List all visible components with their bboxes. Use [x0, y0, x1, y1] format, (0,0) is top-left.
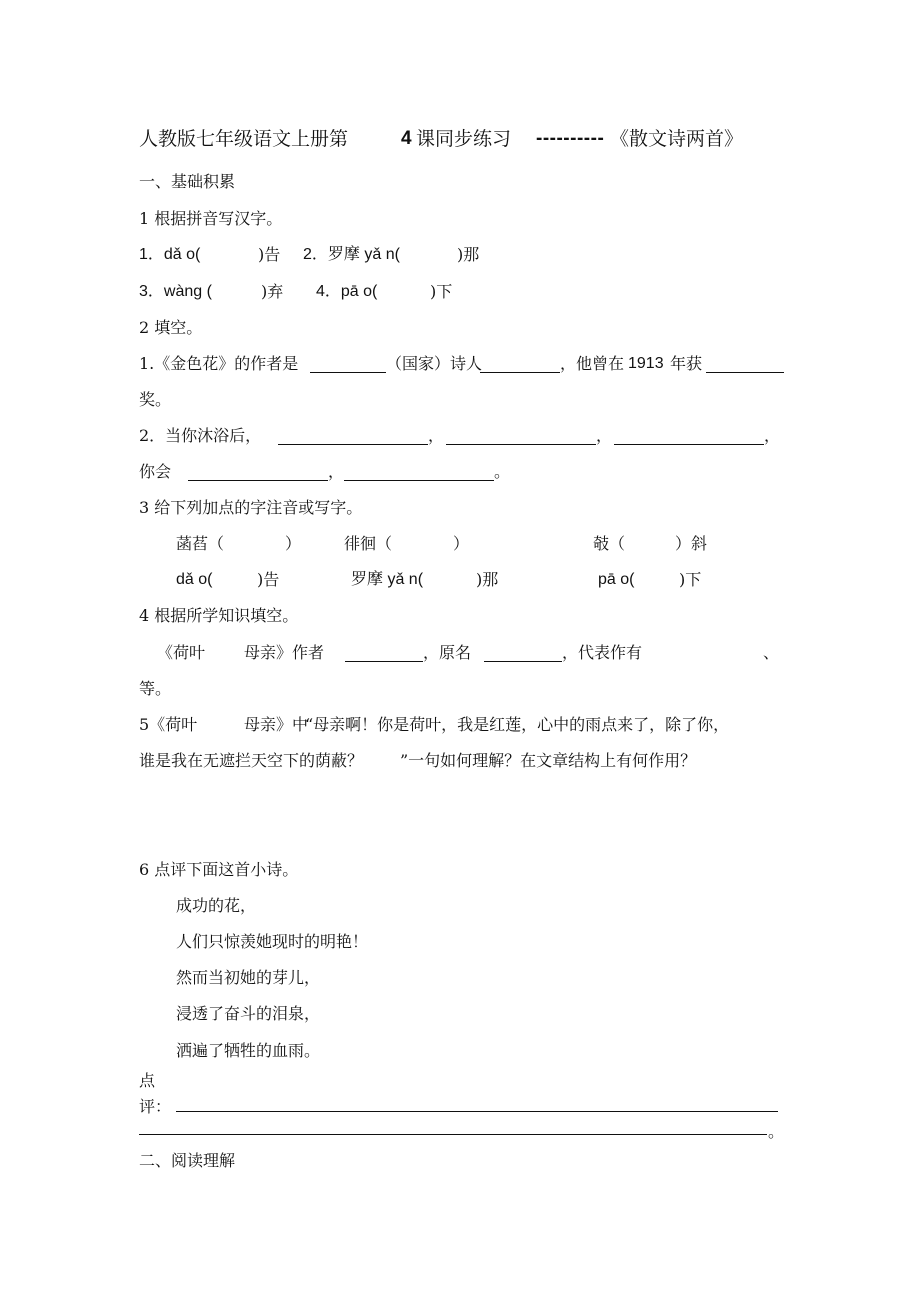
q5-line1-c: “母亲啊！你是荷叶，我是红莲，心中的雨点来了，除了你， [305, 715, 730, 734]
q4-heading: 4 根据所学知识填空。 [139, 606, 299, 625]
q5-line2-b: ”一句如何理解？在文章结构上有何作用？ [400, 751, 697, 770]
comment-label-1: 点 [139, 1071, 156, 1090]
q2-line1-c: ，他曾在 [560, 354, 625, 373]
poem-line: 然而当初她的芽儿， [176, 968, 321, 987]
q1-item2-a: 2．罗摩 yǎ n( [303, 246, 400, 263]
q3-item-c1: 攲（ [593, 534, 626, 553]
q4-text-5: 、 [763, 643, 780, 662]
q3-item-e2: )那 [476, 570, 499, 589]
answer-blank[interactable] [278, 444, 428, 445]
q2-line3-a: 2．当你沐浴后， [139, 426, 262, 445]
q5-line1-a: 5《荷叶 [139, 715, 198, 734]
title-rest: 课同步练习 [416, 128, 512, 150]
poem-line: 浸透了奋斗的泪泉， [176, 1004, 321, 1023]
period: 。 [494, 462, 511, 481]
q4-text-2: 母亲》作者 [244, 643, 325, 662]
q2-line1-year: 1913 [628, 355, 664, 372]
q3-item-b2: ） [453, 534, 470, 553]
answer-blank[interactable] [344, 480, 494, 481]
section-reading: 二、阅读理解 [139, 1151, 236, 1170]
q1-item2-b: )那 [457, 245, 480, 264]
comma: ， [764, 426, 781, 445]
comment-answer-line[interactable] [176, 1111, 778, 1112]
q6-heading: 6 点评下面这首小诗。 [139, 860, 299, 879]
poem-line: 成功的花， [176, 896, 257, 915]
section-basic: 一、基础积累 [139, 172, 236, 191]
q3-item-a2: ） [285, 534, 302, 553]
q3-heading: 3 给下列加点的字注音或写字。 [139, 498, 363, 517]
q1-heading: 1 根据拼音写汉字。 [139, 209, 283, 228]
answer-blank[interactable] [188, 480, 328, 481]
answer-blank[interactable] [484, 661, 562, 662]
q4-text-4: ，代表作有 [562, 643, 643, 662]
answer-blank[interactable] [310, 372, 386, 373]
poem-line: 人们只惊羡她现时的明艳！ [176, 932, 369, 951]
q4-text-6: 等。 [139, 679, 172, 698]
period: 。 [768, 1122, 785, 1141]
comma: ， [328, 462, 345, 481]
poem-line: 洒遍了牺牲的血雨。 [176, 1041, 321, 1060]
q3-item-d2: )告 [257, 570, 280, 589]
q1-item4-b: )下 [430, 282, 453, 301]
q5-line1-b: 母亲》中 [244, 715, 309, 734]
answer-blank[interactable] [614, 444, 764, 445]
title-lesson-number: 4 [401, 128, 412, 149]
q2-line2: 奖。 [139, 390, 172, 409]
q1-item4-a: 4．pā o( [316, 283, 378, 300]
q2-line1-e: 年获 [670, 354, 703, 373]
q4-text-3: ，原名 [423, 643, 472, 662]
q2-heading: 2 填空。 [139, 318, 203, 337]
answer-blank[interactable] [706, 372, 784, 373]
answer-blank[interactable] [446, 444, 596, 445]
q4-text-1: 《荷叶 [157, 643, 206, 662]
q1-item3-a: 3．wàng ( [139, 283, 212, 300]
q1-item1-a: 1．dǎ o( [139, 246, 201, 263]
q3-item-e1: 罗摩 yǎ n( [351, 571, 424, 588]
comment-answer-line[interactable] [139, 1134, 767, 1135]
comma: ， [596, 426, 613, 445]
q3-item-a1: 菡萏（ [176, 534, 225, 553]
comma: ， [428, 426, 445, 445]
q1-item3-b: )弃 [261, 282, 284, 301]
title-book: 《散文诗两首》 [610, 128, 744, 150]
q3-item-b1: 徘徊（ [344, 534, 393, 553]
q3-item-f1: pā o( [598, 571, 635, 588]
q2-line1-b: （国家）诗人 [386, 354, 483, 373]
q3-item-d1: dǎ o( [176, 571, 213, 588]
answer-blank[interactable] [480, 372, 560, 373]
q2-line1-a: 1.《金色花》的作者是 [139, 354, 299, 373]
q2-line4-a: 你会 [139, 462, 172, 481]
answer-blank[interactable] [345, 661, 423, 662]
doc-title [139, 129, 348, 149]
q3-item-f2: )下 [679, 570, 702, 589]
title-dashes: ---------- [536, 128, 605, 149]
comment-label-2: 评： [139, 1097, 172, 1116]
q3-item-c2: ）斜 [675, 534, 708, 553]
title-main: 人教版七年级语文上册第 [139, 128, 349, 150]
q1-item1-b: )告 [258, 245, 281, 264]
q5-line2-a: 谁是我在无遮拦天空下的荫蔽？ [139, 751, 364, 770]
